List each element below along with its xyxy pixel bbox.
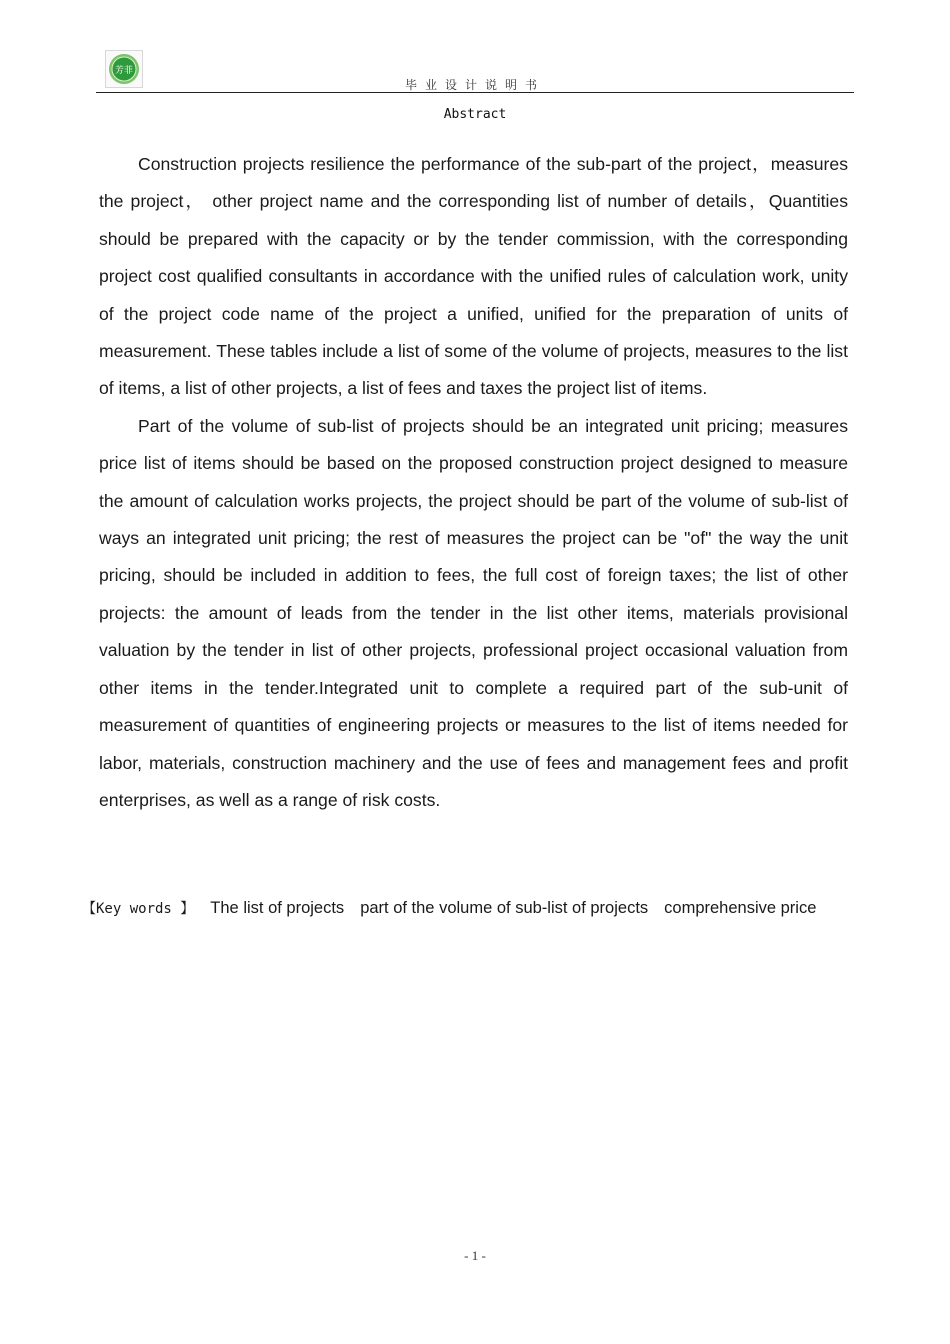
- header-title: 毕业设计说明书: [404, 78, 545, 92]
- keyword-item: part of the volume of sub-list of projects: [360, 899, 649, 917]
- keywords-line: [82, 898, 816, 918]
- keywords-label: 【Key words 】: [82, 901, 195, 917]
- abstract-paragraph-1: Construction projects resilience the performance of the sub-part of the project，measures the project， other project name and the corresponding list of number of details，Quantities should be prepared with the capacity or by the tender commission, with the corresponding project cost qualified consultants in accordance with the unified rules of calculation work, unity of the project code name of the project a unified, unified for the preparation of units of measurement. These tables include a list of some of the volume of projects, measures to the list of items, a list of other projects, a list of fees and taxes the project list of items.: [99, 154, 848, 399]
- abstract-heading: Abstract: [443, 107, 507, 122]
- page-number: - 1 -: [464, 1248, 486, 1263]
- logo-text: 芳菲: [114, 66, 134, 76]
- keyword-item: comprehensive price: [664, 899, 817, 917]
- abstract-paragraph-2: Part of the volume of sub-list of projects should be an integrated unit pricing; measures price list of items should be based on the proposed construction project designed to measure the amount of calculation works projects, the project should be part of the volume of sub-list of ways an integrated unit pricing; the rest of measures the project can be "of" the way the unit pricing, should be included in addition to fees, the full cost of foreign taxes; the list of other projects: the amount of leads from the tender in the list other items, materials provisional valuation by the tender in list of other projects, professional project occasional valuation from other items in the tender.Integrated unit to complete a required part of the sub-unit of measurement of quantities of engineering projects or measures to the list of items needed for labor, materials, construction machinery and the use of fees and management fees and profit enterprises, as well as a range of risk costs.: [99, 415, 848, 810]
- keyword-item: The list of projects: [210, 899, 345, 917]
- header-divider: [96, 92, 854, 93]
- abstract-body: [99, 146, 848, 819]
